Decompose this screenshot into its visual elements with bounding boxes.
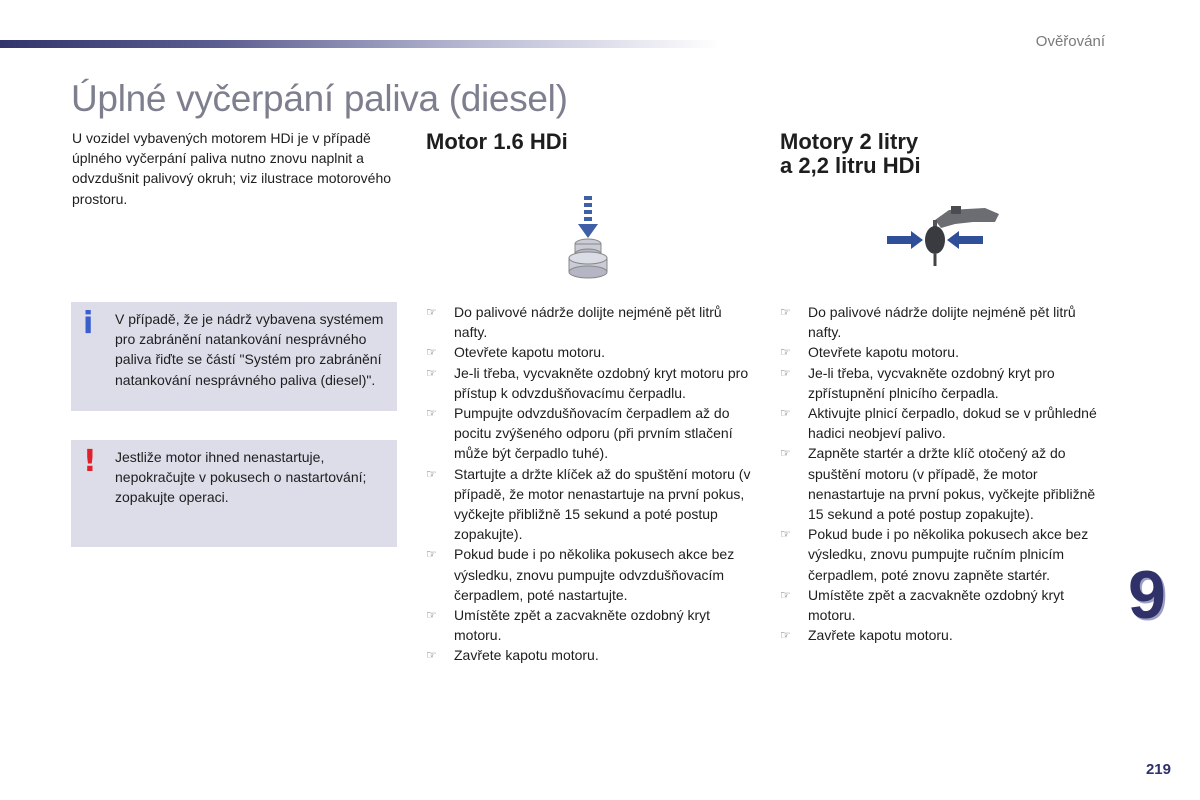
list-item: ☞ Aktivujte plnicí čerpadlo, dokud se v průhledné hadici neobjeví palivo.: [780, 403, 1110, 443]
info-box: [71, 302, 397, 411]
list-item: ☞ Pokud bude i po několika pokusech akce bez výsledku, znovu pumpujte odvzdušňovacím čerpadlem, poté nastartujte.: [426, 544, 754, 605]
chapter-number: 9: [1128, 557, 1166, 633]
pump-press-icon: [560, 192, 616, 284]
column2-steps: [780, 302, 1110, 645]
list-item: ☞ Je-li třeba, vycvakněte ozdobný kryt motoru pro přístup k odvzdušňovacímu čerpadlu.: [426, 363, 754, 403]
list-item: ☞ Otevřete kapotu motoru.: [780, 342, 1110, 362]
list-item: ☞ Startujte a držte klíček až do spuštění motoru (v případě, že motor nenastartuje na první pokus, vyčkejte přibližně 15 sekund a poté postup zopakujte).: [426, 464, 754, 545]
column2-title-line2: a 2,2 litru HDi: [780, 153, 921, 178]
section-label: Ověřování: [1035, 33, 1105, 50]
hand-primer-bulb-icon: [885, 200, 1005, 272]
warning-box: [71, 440, 397, 547]
intro-paragraph: U vozidel vybavených motorem HDi je v případě úplného vyčerpání paliva nutno znovu naplnit a odvzdušnit palivový okruh; viz ilustrace motorového prostoru.: [72, 130, 392, 207]
list-item: ☞ Umístěte zpět a zacvakněte ozdobný kryt motoru.: [780, 585, 1110, 625]
list-item: ☞ Do palivové nádrže dolijte nejméně pět litrů nafty.: [426, 302, 754, 342]
warning-icon: !: [83, 444, 97, 479]
list-item: ☞ Do palivové nádrže dolijte nejméně pět litrů nafty.: [780, 302, 1110, 342]
list-item: ☞ Je-li třeba, vycvakněte ozdobný kryt pro zpřístupnění plnicího čerpadla.: [780, 363, 1110, 403]
column1-title: Motor 1.6 HDi: [426, 129, 568, 154]
column2-title-line1: Motory 2 litry: [780, 129, 919, 154]
list-item: ☞ Pokud bude i po několika pokusech akce bez výsledku, znovu pumpujte ručním plnicím čerpadlem, poté znovu zapněte startér.: [780, 524, 1110, 585]
page-number: 219: [1145, 761, 1171, 778]
info-box-text: V případě, že je nádrž vybavena systémem pro zabránění natankování nesprávného paliva řiďte se částí "Systém pro zabránění natankování nesprávného paliva (diesel)".: [115, 311, 384, 388]
header-gradient-bar: [0, 40, 720, 48]
list-item: ☞ Umístěte zpět a zacvakněte ozdobný kryt motoru.: [426, 605, 754, 645]
list-item: ☞ Pumpujte odvzdušňovacím čerpadlem až do pocitu zvýšeného odporu (při prvním stlačení může být čerpadlo tuhé).: [426, 403, 754, 464]
info-icon: i: [83, 306, 94, 341]
list-item: ☞ Zavřete kapotu motoru.: [426, 645, 754, 665]
column1-steps: [426, 302, 754, 666]
warning-box-text: Jestliže motor ihned nenastartuje, nepokračujte v pokusech o nastartování; zopakujte operaci.: [115, 449, 367, 506]
page-title: Úplné vyčerpání paliva (diesel): [71, 78, 568, 119]
list-item: ☞ Zapněte startér a držte klíč otočený až do spuštění motoru (v případě, že motor nenastartuje na první pokus, vyčkejte přibližně 15 sekund a poté postup zopakujte).: [780, 443, 1110, 524]
list-item: ☞ Zavřete kapotu motoru.: [780, 625, 1110, 645]
column2-title: [780, 130, 921, 178]
list-item: ☞ Otevřete kapotu motoru.: [426, 342, 754, 362]
